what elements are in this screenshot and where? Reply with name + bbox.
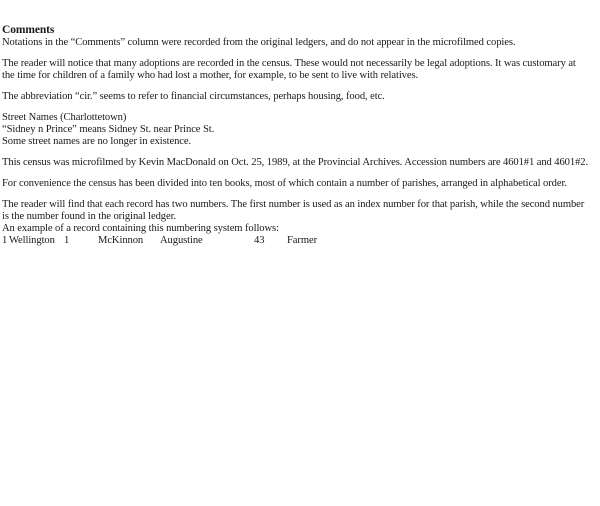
adoptions-paragraph-line-2: the time for children of a family who had lost a mother, for example, to be sent to live with relatives. <box>2 70 419 81</box>
numbering-paragraph-line-1: The reader will find that each record has two numbers. The first number is used as an index number for that parish, while the second number <box>2 199 585 210</box>
adoptions-paragraph-line-1: The reader will notice that many adoptions are recorded in the census. These would not necessarily be legal adoptions. It was customary at <box>2 58 576 69</box>
record-parish: Wellington <box>9 235 55 246</box>
record-index: 1 <box>2 235 8 246</box>
record-ledger-number: 1 <box>64 235 70 246</box>
record-occupation: Farmer <box>287 235 317 246</box>
numbering-paragraph-line-2: is the number found in the original ledger. <box>2 211 176 222</box>
record-surname: McKinnon <box>98 235 144 246</box>
street-names-title: Street Names (Charlottetown) <box>2 112 127 123</box>
books-paragraph: For convenience the census has been divided into ten books, most of which contain a number of parishes, arranged in alphabetical order. <box>2 178 567 189</box>
document-page <box>2 24 598 247</box>
numbering-paragraph-line-3: An example of a record containing this numbering system follows: <box>2 223 279 234</box>
street-names-note: Some street names are no longer in existence. <box>2 136 192 147</box>
abbreviation-paragraph: The abbreviation “cir.” seems to refer to financial circumstances, perhaps housing, food, etc. <box>2 91 385 102</box>
street-names-example: “Sidney n Prince” means Sidney St. near Prince St. <box>2 124 215 135</box>
record-given-name: Augustine <box>160 235 203 246</box>
example-record-row <box>2 235 598 247</box>
microfilm-paragraph: This census was microfilmed by Kevin MacDonald on Oct. 25, 1989, at the Provincial Archives. Accession numbers are 4601#1 and 4601#2. <box>2 157 589 168</box>
comments-paragraph: Notations in the “Comments” column were recorded from the original ledgers, and do not appear in the microfilmed copies. <box>2 37 516 48</box>
record-age: 43 <box>254 235 265 246</box>
comments-heading: Comments <box>2 24 55 36</box>
